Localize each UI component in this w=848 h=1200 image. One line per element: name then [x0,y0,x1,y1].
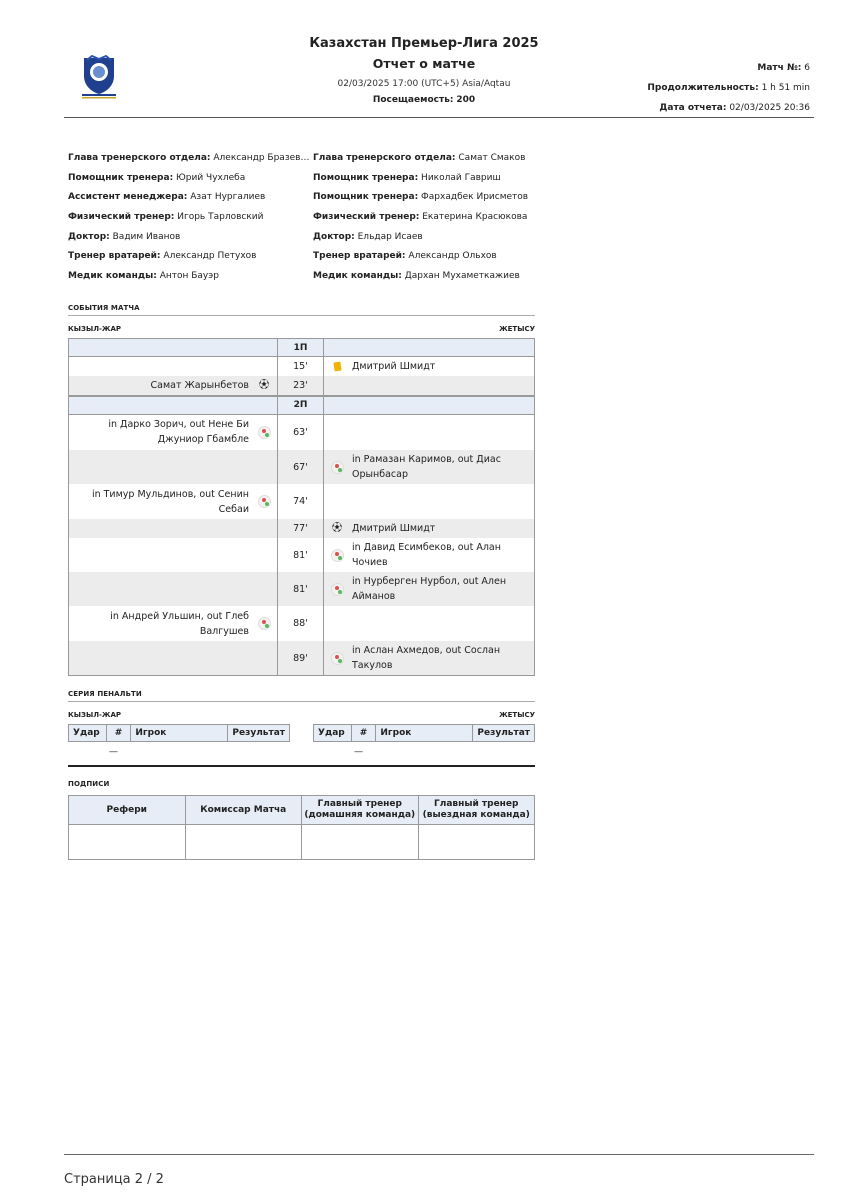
event-minute: 67' [278,450,324,484]
staff-role: Тренер вратарей: [68,251,161,262]
away-coach-label [418,796,535,825]
staff-role: Ассистент менеджера: [68,192,188,203]
event-player: Дмитрий Шмидт [352,523,436,534]
period-row [69,396,535,414]
signatures-body-row [69,825,535,860]
event-minute: 89' [278,641,324,676]
match-number-value: 6 [804,63,810,73]
event-substitution: in Давид Есимбеков, out Алан Чочиев [352,542,501,568]
staff-row [68,270,290,290]
staff-name: Дархан Мухаметкажиев [404,271,520,282]
away-penalty-table [313,724,535,742]
event-substitution: in Тимур Мульдинов, out Сенин Себаи [91,488,249,515]
event-minute: 81' [278,572,324,606]
home-coach-title: Главный тренер [317,799,402,809]
event-minute: 77' [278,519,324,538]
events-table [68,338,535,676]
event-minute: 23' [278,376,324,396]
staff-role: Помощник тренера: [313,172,419,183]
col-player: Игрок [131,725,228,742]
report-date-value: 02/03/2025 20:36 [729,103,810,113]
staff-name: Игорь Тарловский [177,212,264,223]
event-substitution: in Аслан Ахмедов, out Сослан Такулов [352,645,501,671]
staff-row [68,211,290,231]
match-number [647,62,810,74]
match-duration [647,82,810,94]
substitution-icon [330,651,344,665]
match-number-label: Матч №: [757,63,802,73]
attendance-value: 200 [456,95,476,105]
staff-name: Ельдар Исаев [357,231,423,242]
referee-signature-box [69,825,186,860]
event-minute: 74' [278,484,324,519]
staff-row [313,231,535,251]
home-penalty-table [68,724,290,742]
home-team-name: КЫЗЫЛ-ЖАР [68,711,122,719]
staff-name: Вадим Иванов [112,231,181,242]
event-minute: 81' [278,538,324,572]
referee-label: Рефери [69,796,186,825]
event-row [69,519,535,538]
event-player: Дмитрий Шмидт [352,361,436,372]
duration-label: Продолжительность: [647,83,759,93]
event-row [69,376,535,396]
staff-name: Азат Нургалиев [190,192,266,203]
away-coach-signature-box [418,825,535,860]
staff-role: Доктор: [68,231,110,242]
home-coach-subtitle: (домашняя команда) [304,810,416,820]
staff-name: Фархадбек Ирисметов [421,192,529,203]
substitution-icon [330,582,344,596]
home-coach-label [302,796,419,825]
substitution-icon [257,495,271,509]
staff-role: Физический тренер: [68,212,175,223]
page-number: Страница 2 / 2 [64,1172,164,1187]
staff-role: Помощник тренера: [68,172,174,183]
home-team-name: КЫЗЫЛ-ЖАР [68,325,122,333]
event-substitution: in Дарко Зорич, out Нене Би Джуниор Гбамбле [108,419,249,446]
away-coach-subtitle: (выездная команда) [422,810,530,820]
footer-divider [64,1154,814,1155]
staff-row [68,172,290,192]
staff-name: Александр Бразев… [213,153,310,163]
event-row [69,641,535,676]
col-shot: Удар [69,725,107,742]
goal-ball-icon: ⚽︎ [259,379,269,391]
staff-name: Александр Ольхов [408,251,497,262]
substitution-icon [257,425,271,439]
home-staff-list [68,152,310,290]
staff-name: Екатерина Красюкова [422,212,528,223]
home-penalty-empty: — [109,747,118,757]
signatures-section-title: ПОДПИСИ [68,780,110,788]
event-player: Самат Жарынбетов [150,380,249,391]
staff-role: Глава тренерского отдела: [313,153,456,163]
staff-name: Самат Смаков [458,153,526,163]
event-substitution: in Андрей Ульшин, out Глеб Валгушев [110,610,249,637]
col-shot: Удар [314,725,352,742]
event-minute: 63' [278,414,324,450]
commissioner-label: Комиссар Матча [185,796,302,825]
staff-row [68,231,290,251]
event-row [69,538,535,572]
event-substitution: in Нурберген Нурбол, out Ален Айманов [352,576,507,602]
signatures-table [68,795,535,860]
staff-name: Юрий Чухлеба [176,172,246,183]
staff-row [68,191,290,211]
substitution-icon [330,460,344,474]
header-divider [64,117,814,118]
events-section-title: СОБЫТИЯ МАТЧА [68,304,535,316]
staff-row [68,152,310,172]
staff-row [313,250,535,270]
staff-role: Физический тренер: [313,212,420,223]
col-player: Игрок [376,725,473,742]
home-coach-signature-box [302,825,419,860]
away-penalty-empty: — [354,747,363,757]
period-label: 2П [278,396,324,414]
event-substitution: in Рамазан Каримов, out Диас Орынбасар [352,454,501,480]
col-result: Результат [228,725,290,742]
event-row [69,414,535,450]
penalties-divider [68,765,535,767]
staff-row [313,270,535,290]
col-result: Результат [473,725,535,742]
staff-role: Медик команды: [68,271,157,282]
report-date-label: Дата отчета: [659,103,727,113]
penalty-header-row [314,725,535,742]
staff-row [313,191,535,211]
staff-name: Александр Петухов [163,251,257,262]
event-row [69,450,535,484]
event-row [69,572,535,606]
event-row [69,606,535,641]
match-meta [647,62,810,122]
period-label: 1П [278,339,324,357]
report-header [0,0,848,120]
period-row [69,339,535,357]
away-team-name: ЖЕТЫСУ [499,325,535,333]
attendance-label: Посещаемость: [372,95,454,105]
match-datetime: 02/03/2025 17:00 (UTC+5) Asia/Aqtau [337,79,511,89]
penalty-header-row [69,725,290,742]
staff-role: Тренер вратарей: [313,251,406,262]
staff-role: Глава тренерского отдела: [68,153,211,163]
commissioner-signature-box [185,825,302,860]
staff-role: Медик команды: [313,271,402,282]
league-title: Казахстан Премьер-Лига 2025 [309,36,539,51]
col-number: # [106,725,131,742]
substitution-icon [257,617,271,631]
penalties-section-title: СЕРИЯ ПЕНАЛЬТИ [68,690,535,702]
substitution-icon [330,548,344,562]
goal-ball-icon: ⚽︎ [332,522,342,534]
staff-role: Доктор: [313,231,355,242]
col-number: # [351,725,376,742]
event-row [69,357,535,377]
event-minute: 88' [278,606,324,641]
away-coach-title: Главный тренер [434,799,519,809]
staff-row [313,211,535,231]
duration-value: 1 h 51 min [761,83,810,93]
report-title: Отчет о матче [372,56,476,71]
staff-row [68,250,290,270]
away-team-name: ЖЕТЫСУ [499,711,535,719]
event-row [69,484,535,519]
staff-role: Помощник тренера: [313,192,419,203]
away-staff-list [313,152,535,290]
yellow-card-icon [330,360,344,374]
staff-name: Николай Гавриш [421,172,501,183]
signatures-header-row [69,796,535,825]
report-date [647,102,810,114]
staff-name: Антон Бауэр [159,271,219,282]
event-minute: 15' [278,357,324,377]
staff-row [313,172,535,192]
staff-row [313,152,535,172]
